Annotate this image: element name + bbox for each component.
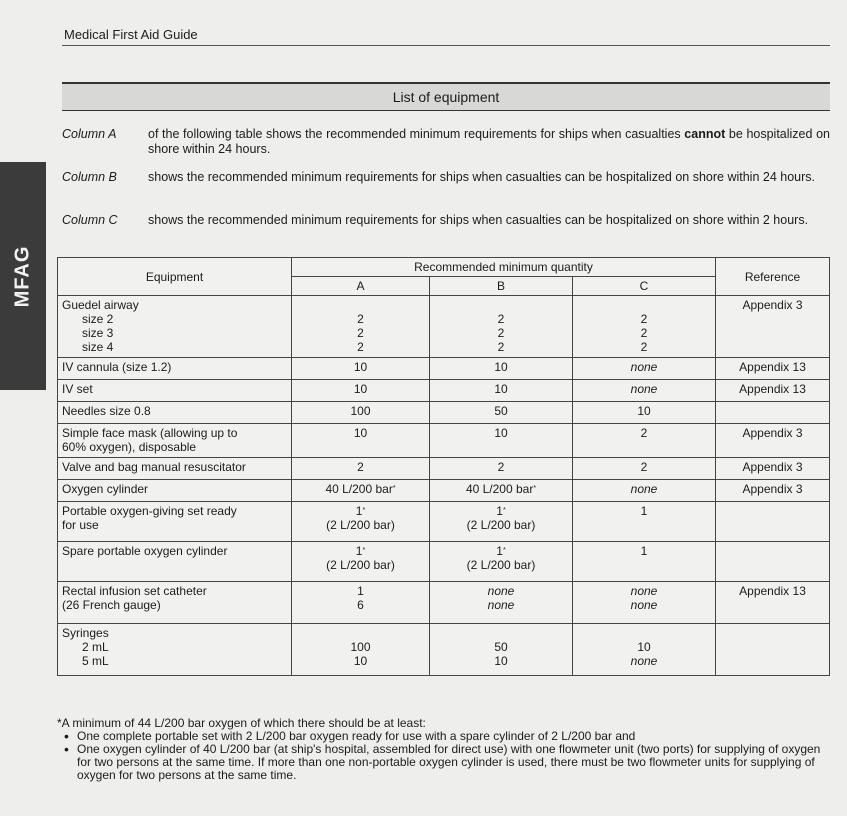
cell-reference bbox=[716, 502, 830, 542]
table-row bbox=[58, 358, 830, 380]
cell-a bbox=[292, 582, 430, 624]
quantity-line: 2 bbox=[357, 312, 364, 326]
table-row bbox=[58, 582, 830, 624]
table-row bbox=[58, 624, 830, 676]
cell-a bbox=[292, 402, 430, 424]
table-row bbox=[58, 542, 830, 582]
intro-term: Column A bbox=[62, 127, 117, 141]
quantity-line bbox=[577, 298, 711, 312]
cell-equipment bbox=[58, 582, 292, 624]
cell-equipment bbox=[58, 424, 292, 458]
header-equipment: Equipment bbox=[58, 258, 292, 296]
cell-equipment bbox=[58, 542, 292, 582]
side-tab-label: MFAG bbox=[11, 245, 34, 307]
cell-b bbox=[430, 358, 573, 380]
quantity-line: 10 bbox=[353, 360, 368, 374]
quantity-line: 10 bbox=[494, 360, 508, 374]
table-row bbox=[58, 380, 830, 402]
cell-a bbox=[292, 380, 430, 402]
quantity-line: 2 bbox=[357, 340, 364, 354]
table-row bbox=[58, 296, 830, 358]
header-reference: Reference bbox=[716, 258, 830, 296]
quantity-line: 2 bbox=[497, 326, 505, 340]
equipment-line: IV cannula (size 1.2) bbox=[62, 360, 172, 374]
equipment-line: (26 French gauge) bbox=[62, 598, 161, 612]
cell-equipment bbox=[58, 624, 292, 676]
footnote-intro: *A minimum of 44 L/200 bar oxygen of which there should be at least: bbox=[57, 716, 426, 730]
quantity-line: (2 L/200 bar) bbox=[326, 558, 395, 572]
table-row bbox=[58, 502, 830, 542]
cell-reference: Appendix 13 bbox=[716, 358, 830, 380]
header-a: A bbox=[292, 277, 430, 296]
cell-b bbox=[430, 542, 573, 582]
quantity-line: 100 bbox=[350, 404, 371, 418]
cell-c bbox=[573, 582, 716, 624]
footnote bbox=[57, 717, 837, 782]
equipment-line: size 2 bbox=[82, 312, 114, 326]
equipment-line: Guedel airway bbox=[62, 298, 139, 312]
quantity-line: 40 L/200 bar* bbox=[465, 482, 537, 496]
quantity-line: 6 bbox=[357, 598, 364, 612]
quantity-line: 1* bbox=[355, 544, 366, 558]
quantity-line: 2 bbox=[640, 460, 648, 474]
side-tab bbox=[0, 162, 46, 390]
cell-a bbox=[292, 502, 430, 542]
equipment-line: Rectal infusion set catheter bbox=[62, 584, 207, 598]
cell-c bbox=[573, 296, 716, 358]
quantity-line: none bbox=[630, 482, 658, 496]
intro-column-c bbox=[62, 213, 830, 247]
quantity-line: 10 bbox=[353, 426, 368, 440]
section-title-bar bbox=[62, 82, 830, 111]
quantity-line bbox=[296, 626, 425, 640]
cell-c bbox=[573, 458, 716, 480]
quantity-line: 2 bbox=[640, 426, 648, 440]
quantity-line: none bbox=[630, 598, 658, 612]
cell-c bbox=[573, 480, 716, 502]
cell-reference bbox=[716, 402, 830, 424]
quantity-line: 2 bbox=[497, 460, 505, 474]
quantity-line: 2 bbox=[497, 312, 505, 326]
quantity-line: 10 bbox=[494, 654, 508, 668]
cell-reference: Appendix 3 bbox=[716, 424, 830, 458]
quantity-line: none bbox=[487, 598, 515, 612]
footnote-item: • One oxygen cylinder of 40 L/200 bar (at ship's hospital, assembled for direct use) with one flowmeter unit (two ports) for supplying of oxygen for two persons at the same time. If more than one non-portable oxygen cylinder is used, there must be two flowmeter units for supplying of oxygen for two persons at the same time. bbox=[77, 743, 837, 782]
equipment-line: size 4 bbox=[82, 340, 114, 354]
cell-c bbox=[573, 424, 716, 458]
section-title: List of equipment bbox=[392, 89, 500, 105]
equipment-line: size 3 bbox=[82, 326, 114, 340]
quantity-line: 10 bbox=[637, 404, 651, 418]
cell-b bbox=[430, 502, 573, 542]
equipment-table bbox=[57, 257, 830, 676]
quantity-line: 2 bbox=[357, 460, 364, 474]
quantity-line: (2 L/200 bar) bbox=[466, 558, 536, 572]
cell-a bbox=[292, 542, 430, 582]
cell-b bbox=[430, 582, 573, 624]
cell-b bbox=[430, 624, 573, 676]
equipment-line: IV set bbox=[62, 382, 93, 396]
header-group: Recommended minimum quantity bbox=[292, 258, 716, 277]
quantity-line: 40 L/200 bar* bbox=[325, 482, 396, 496]
equipment-line: for use bbox=[62, 518, 99, 532]
quantity-line: none bbox=[630, 382, 658, 396]
quantity-line: (2 L/200 bar) bbox=[466, 518, 536, 532]
table-row bbox=[58, 424, 830, 458]
cell-equipment bbox=[58, 358, 292, 380]
header-c: C bbox=[573, 277, 716, 296]
intro-text: of the following table shows the recommended minimum requirements for ships when casualties cannot be hospitalized on shore within 24 hours. bbox=[148, 127, 830, 156]
cell-equipment bbox=[58, 296, 292, 358]
cell-a bbox=[292, 296, 430, 358]
quantity-line: 10 bbox=[353, 654, 368, 668]
cell-b bbox=[430, 380, 573, 402]
cell-a bbox=[292, 424, 430, 458]
intro-text: shows the recommended minimum requirements for ships when casualties can be hospitalized on shore within 2 hours. bbox=[148, 213, 809, 227]
quantity-line: 1 bbox=[357, 584, 364, 598]
quantity-line: 1* bbox=[496, 504, 506, 518]
quantity-line bbox=[434, 626, 568, 640]
cell-c bbox=[573, 358, 716, 380]
cell-c bbox=[573, 402, 716, 424]
quantity-line: 1 bbox=[640, 544, 648, 558]
equipment-line: Needles size 0.8 bbox=[62, 404, 151, 418]
intro-column-b bbox=[62, 170, 830, 204]
quantity-line: 2 bbox=[640, 326, 648, 340]
intro-term: Column B bbox=[62, 170, 117, 184]
cell-b bbox=[430, 402, 573, 424]
cell-a bbox=[292, 458, 430, 480]
equipment-line: Oxygen cylinder bbox=[62, 482, 149, 496]
cell-equipment bbox=[58, 502, 292, 542]
equipment-line: 60% oxygen), disposable bbox=[62, 440, 197, 454]
quantity-line: none bbox=[630, 360, 658, 374]
quantity-line: (2 L/200 bar) bbox=[326, 518, 395, 532]
cell-reference bbox=[716, 624, 830, 676]
cell-reference: Appendix 13 bbox=[716, 582, 830, 624]
cell-c bbox=[573, 502, 716, 542]
equipment-line: 5 mL bbox=[82, 654, 109, 668]
quantity-line: 10 bbox=[353, 382, 368, 396]
cell-equipment bbox=[58, 480, 292, 502]
equipment-line: Simple face mask (allowing up to bbox=[62, 426, 238, 440]
cell-c bbox=[573, 380, 716, 402]
equipment-line: Portable oxygen-giving set ready bbox=[62, 504, 237, 518]
cell-equipment bbox=[58, 402, 292, 424]
footnote-item: • One complete portable set with 2 L/200 bar oxygen ready for use with a spare cylinder of 2 L/200 bar and bbox=[77, 730, 837, 743]
header-rule bbox=[62, 45, 830, 46]
quantity-line: 2 bbox=[497, 340, 505, 354]
quantity-line: 2 bbox=[357, 326, 364, 340]
table-row bbox=[58, 402, 830, 424]
intro-text: shows the recommended minimum requirements for ships when casualties can be hospitalized on shore within 24 hours. bbox=[148, 170, 816, 184]
cell-c bbox=[573, 542, 716, 582]
quantity-line bbox=[577, 626, 711, 640]
cell-reference bbox=[716, 542, 830, 582]
quantity-line bbox=[296, 298, 425, 312]
quantity-line: 50 bbox=[494, 404, 508, 418]
footnote-list bbox=[57, 730, 837, 782]
quantity-line: 10 bbox=[637, 640, 651, 654]
page-header-title: Medical First Aid Guide bbox=[64, 27, 198, 42]
cell-equipment bbox=[58, 458, 292, 480]
cell-b bbox=[430, 424, 573, 458]
cell-b bbox=[430, 296, 573, 358]
equipment-line: 2 mL bbox=[82, 640, 109, 654]
quantity-line: 1* bbox=[355, 504, 366, 518]
quantity-line: 2 bbox=[640, 312, 648, 326]
cell-b bbox=[430, 480, 573, 502]
cell-reference: Appendix 3 bbox=[716, 480, 830, 502]
quantity-line: 1 bbox=[640, 504, 648, 518]
cell-reference: Appendix 13 bbox=[716, 380, 830, 402]
quantity-line: none bbox=[630, 584, 658, 598]
cell-equipment bbox=[58, 380, 292, 402]
cell-a bbox=[292, 480, 430, 502]
cell-a bbox=[292, 358, 430, 380]
table-row bbox=[58, 480, 830, 502]
table-row bbox=[58, 458, 830, 480]
equipment-line: Valve and bag manual resuscitator bbox=[62, 460, 246, 474]
quantity-line: 50 bbox=[494, 640, 508, 654]
header-b: B bbox=[430, 277, 573, 296]
cell-b bbox=[430, 458, 573, 480]
quantity-line: 2 bbox=[640, 340, 648, 354]
quantity-line: 100 bbox=[350, 640, 371, 654]
intro-term: Column C bbox=[62, 213, 118, 227]
cell-reference: Appendix 3 bbox=[716, 296, 830, 358]
intro-column-a bbox=[62, 127, 830, 161]
quantity-line: none bbox=[630, 654, 658, 668]
quantity-line: 1* bbox=[496, 544, 506, 558]
quantity-line bbox=[434, 298, 568, 312]
cell-c bbox=[573, 624, 716, 676]
cell-reference: Appendix 3 bbox=[716, 458, 830, 480]
quantity-line: 10 bbox=[494, 426, 508, 440]
cell-a bbox=[292, 624, 430, 676]
quantity-line: none bbox=[487, 584, 515, 598]
quantity-line: 10 bbox=[494, 382, 508, 396]
equipment-line: Syringes bbox=[62, 626, 109, 640]
equipment-line: Spare portable oxygen cylinder bbox=[62, 544, 228, 558]
